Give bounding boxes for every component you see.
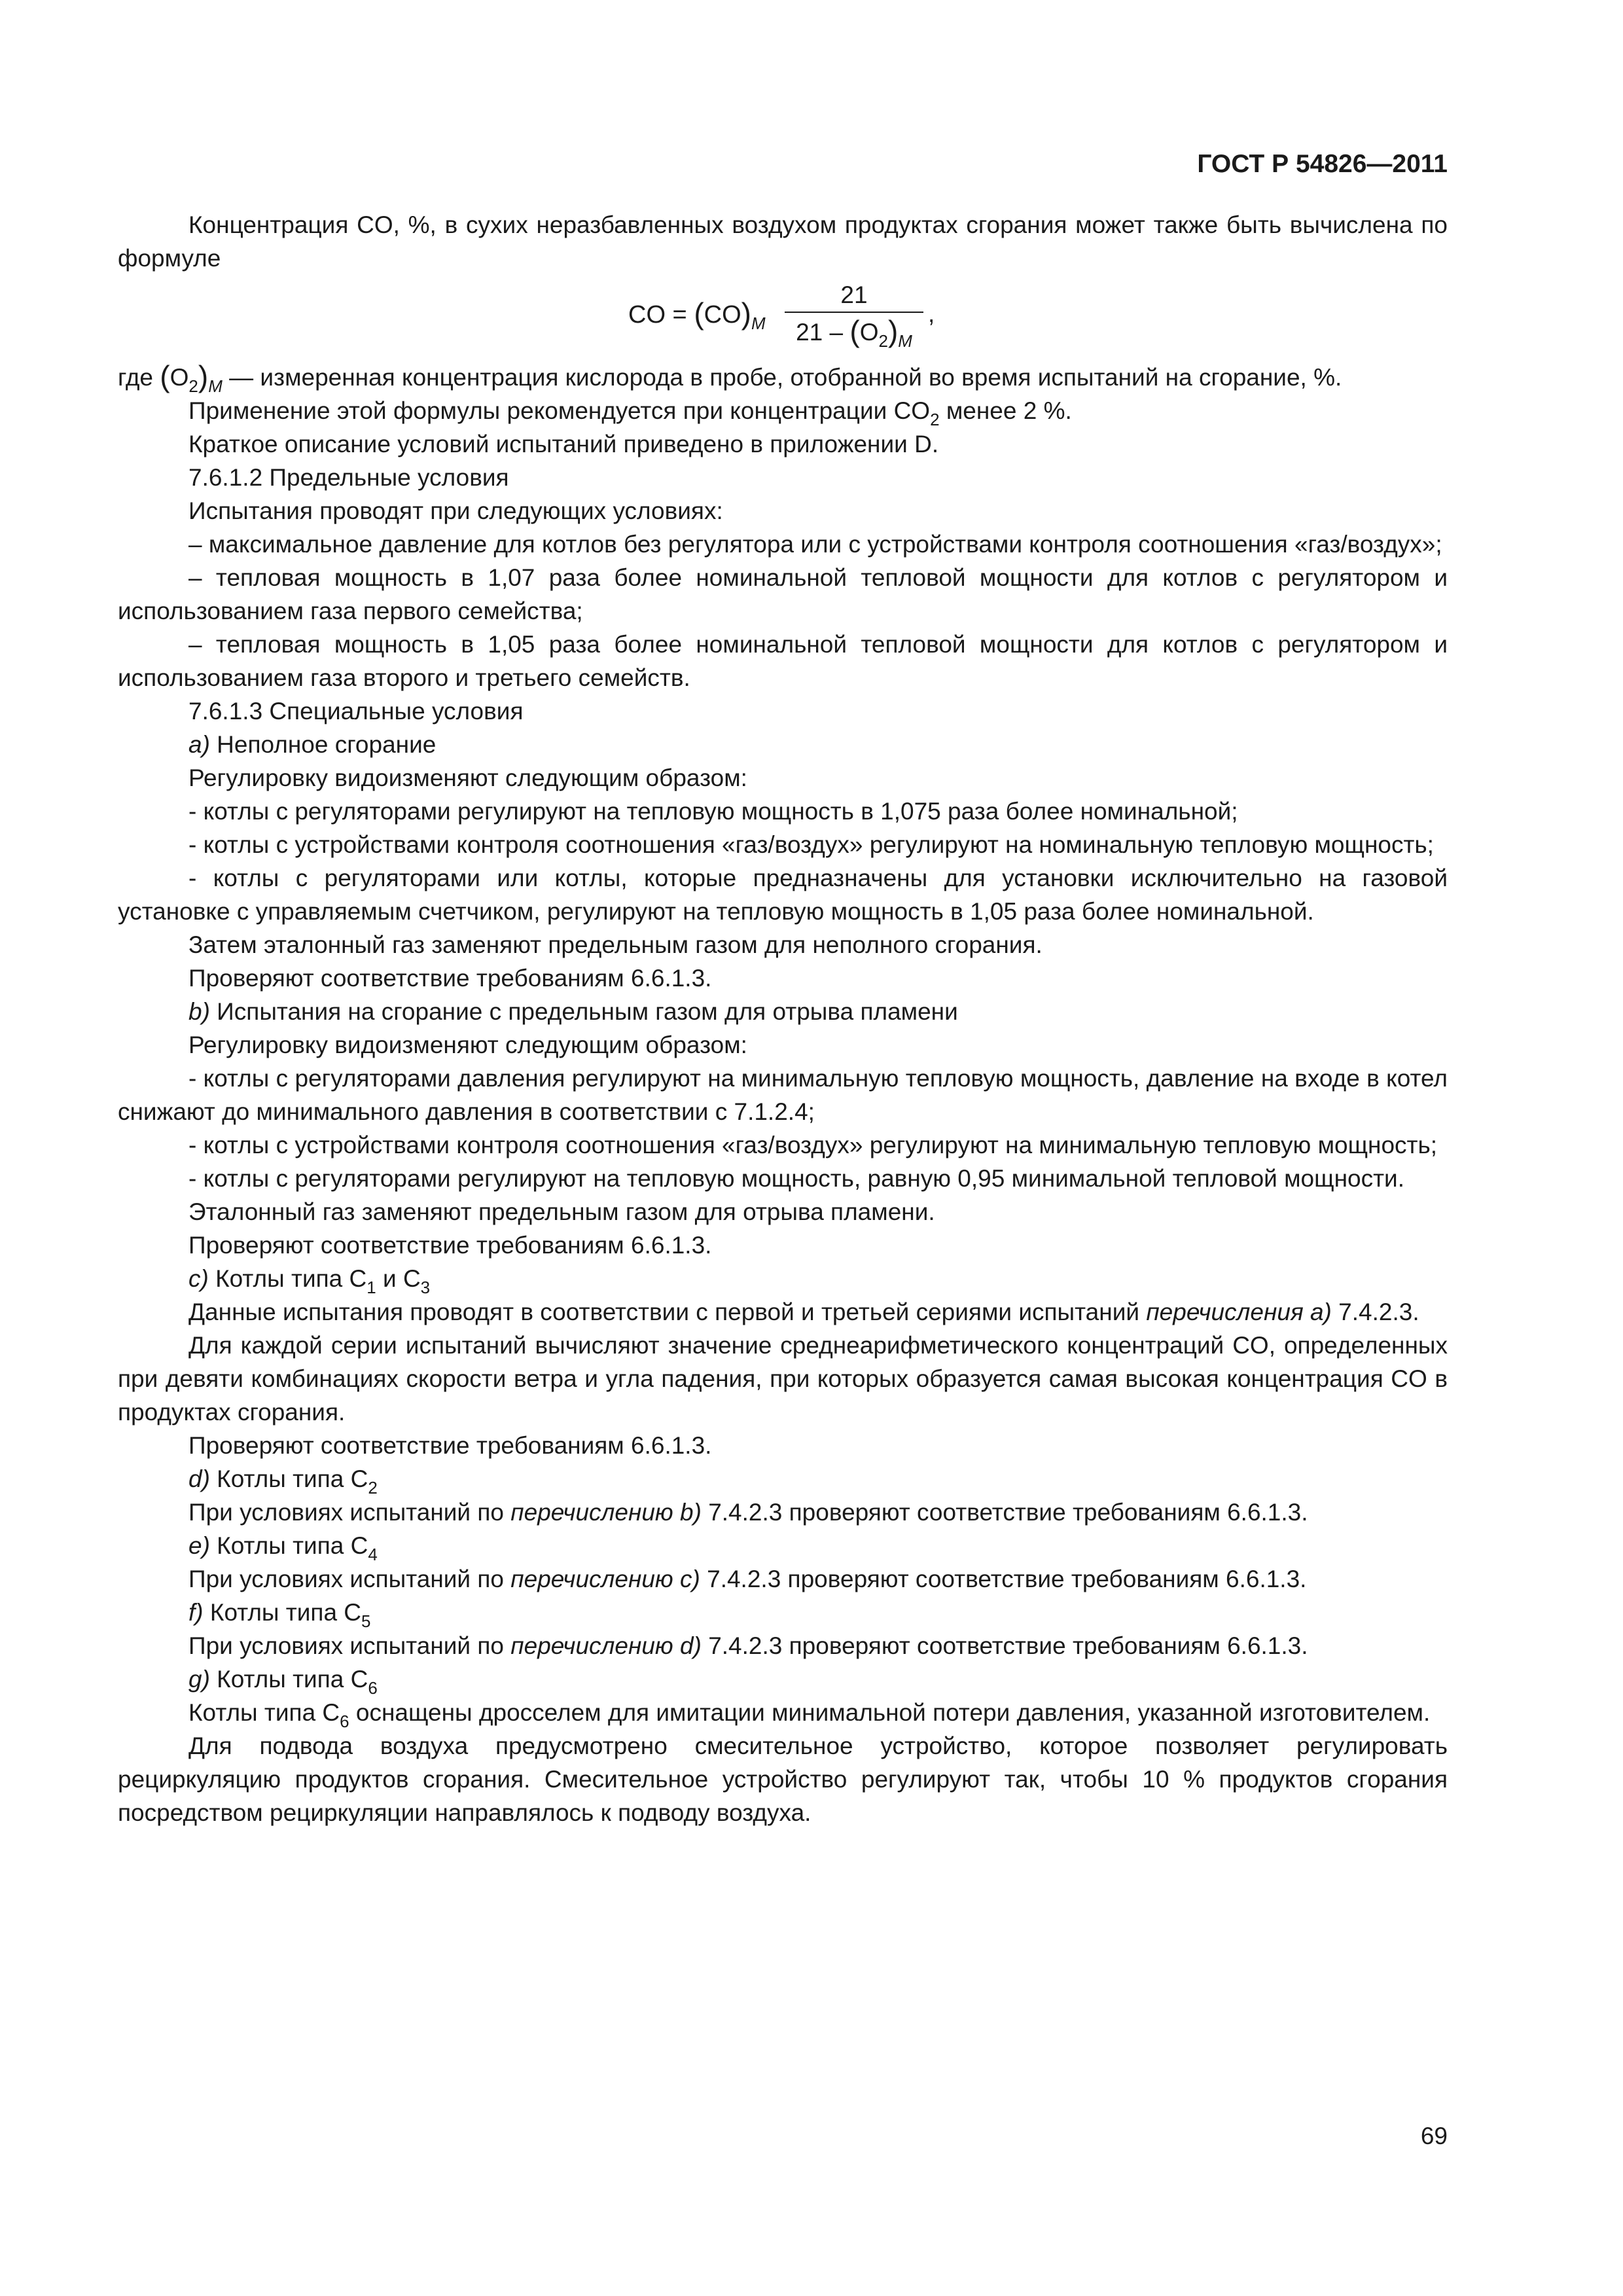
subsection-e — [118, 1529, 1448, 1562]
where-text: — измеренная концентрация кислорода в пробе, отобранной во время испытаний на сгорание, %. — [229, 364, 1342, 391]
subsection-f-title: Котлы типа C — [203, 1599, 362, 1626]
sub-1: 1 — [366, 1278, 376, 1297]
apply-tail: менее 2 %. — [939, 397, 1072, 424]
c1-text: Данные испытания проводят в соответствии с первой и третьей сериями испытаний — [188, 1299, 1147, 1325]
subsection-d — [118, 1462, 1448, 1496]
sub-4: 4 — [368, 1545, 378, 1564]
subsection-c-and: и C — [376, 1265, 421, 1292]
subsection-a-title: Неполное сгорание — [209, 731, 437, 758]
paragraph: Затем эталонный газ заменяют предельным газом для неполного сгорания. — [188, 931, 1043, 958]
section-7-6-1-2: 7.6.1.2 Предельные условия — [188, 464, 509, 491]
list-item: - котлы с регуляторами или котлы, которые предназначены для установки исключительно на газовой установке с управляемым счетчиком, регулируют на тепловую мощность в 1,05 раза более номинальной. — [118, 865, 1448, 925]
paragraph — [118, 1629, 1448, 1662]
label-e: е) — [188, 1532, 210, 1559]
list-item: - котлы с регуляторами регулируют на тепловую мощность, равную 0,95 минимальной тепловой мощности. — [188, 1165, 1404, 1192]
formula-den-prefix: 21 – — [796, 319, 850, 346]
subsection-e-title: Котлы типа C — [209, 1532, 368, 1559]
label-c: c) — [188, 1265, 209, 1292]
paragraph-apply — [118, 394, 1448, 427]
paragraph: Для каждой серии испытаний вычисляют значение среднеарифметического концентраций CO, определенных при девяти комбинациях скорости ветра и угла падения, при которых образуется самая высокая концентрация CO в продуктах сгорания. — [118, 1332, 1448, 1426]
paragraph: Для подвода воздуха предусмотрено смесительное устройство, которое позволяет регулировать рециркуляцию продуктов сгорания. Смесительное устройство регулируют так, чтобы 10 % продуктов сгорания посредством рециркуляции направлялось к подводу воздуха. — [118, 1732, 1448, 1826]
g1-text: Котлы типа C — [188, 1699, 340, 1726]
list-item: – максимальное давление для котлов без регулятора или с устройствами контроля соотношения «газ/воздух»; — [188, 531, 1442, 558]
label-b: b) — [188, 998, 210, 1025]
label-a: а) — [188, 731, 210, 758]
document-code: ГОСТ Р 54826—2011 — [1197, 150, 1448, 178]
formula-lhs: CO = $(CO)_M$ — [628, 296, 766, 333]
subsection-b-title: Испытания на сгорание с предельным газом для отрыва пламени — [209, 998, 958, 1025]
where-o: O — [169, 364, 189, 391]
f1-text: При условиях испытаний по — [188, 1632, 511, 1659]
list-item: - котлы с регуляторами регулируют на тепловую мощность в 1,075 раза более номинальной; — [188, 798, 1238, 825]
subsection-c — [118, 1262, 1448, 1295]
where-sub-2: 2 — [188, 376, 198, 396]
document-body — [118, 208, 1448, 1829]
subsection-c-title: Котлы типа C — [208, 1265, 367, 1292]
apply-sub: 2 — [930, 410, 940, 429]
formula-comma: , — [928, 300, 935, 327]
formula-den-sub-m: M — [898, 331, 912, 351]
e1-text: При условиях испытаний по — [188, 1566, 511, 1592]
paragraph: Проверяют соответствие требованиям 6.6.1.3. — [188, 1432, 712, 1459]
sub-5: 5 — [361, 1611, 371, 1631]
paragraph — [118, 1496, 1448, 1529]
list-item: - котлы с устройствами контроля соотношения «газ/воздух» регулируют на минимальную тепловую мощность; — [188, 1132, 1438, 1158]
page-number: 69 — [1420, 2123, 1448, 2149]
paragraph-co-intro: Концентрация CO, %, в сухих неразбавленных воздухом продуктах сгорания может также быть вычислена по формуле — [118, 211, 1448, 272]
formula-den-sub: 2 — [878, 331, 888, 351]
subsection-g-title: Котлы типа C — [209, 1666, 368, 1693]
sub-2: 2 — [368, 1478, 378, 1498]
subsection-f — [118, 1596, 1448, 1629]
sub-3: 3 — [420, 1278, 431, 1297]
e1-reference: перечислению с) — [510, 1566, 700, 1592]
paragraph-regulation: Регулировку видоизменяют следующим образом: — [188, 1031, 747, 1058]
d1-tail: 7.4.2.3 проверяют соответствие требованиям 6.6.1.3. — [701, 1499, 1308, 1526]
formula-sub-m: M — [751, 314, 766, 333]
paragraph — [118, 1295, 1448, 1329]
formula-co: CO — [704, 301, 741, 329]
paragraph: Эталонный газ заменяют предельным газом для отрыва пламени. — [188, 1198, 935, 1225]
list-item: – тепловая мощность в 1,07 раза более номинальной тепловой мощности для котлов с регулятором и использованием газа первого семейства; — [118, 564, 1448, 624]
d1-reference: перечислению b) — [510, 1499, 702, 1526]
subsection-d-title: Котлы типа C — [209, 1465, 368, 1492]
paragraph-where: где $(O_2)_M$ — измеренная концентрация кислорода в пробе, отобранной во время испытаний на сгорание, %. — [118, 359, 1342, 396]
label-f: f) — [188, 1599, 204, 1626]
e1-tail: 7.4.2.3 проверяют соответствие требованиям 6.6.1.3. — [700, 1566, 1307, 1592]
subsection-g — [118, 1662, 1448, 1696]
paragraph — [118, 1562, 1448, 1596]
where-sub-m: M — [208, 376, 223, 396]
subsection-a — [118, 728, 1448, 761]
g1-tail: оснащены дросселем для имитации минимальной потери давления, указанной изготовителем. — [349, 1699, 1431, 1726]
co-formula — [118, 279, 1448, 357]
subsection-b — [118, 995, 1448, 1028]
list-item: - котлы с устройствами контроля соотношения «газ/воздух» регулируют на номинальную тепловую мощность; — [188, 831, 1434, 858]
c1-tail: 7.4.2.3. — [1331, 1299, 1419, 1325]
section-7-6-1-3: 7.6.1.3 Специальные условия — [188, 698, 524, 725]
list-item: – тепловая мощность в 1,05 раза более номинальной тепловой мощности для котлов с регулятором и использованием газа второго и третьего семейств. — [118, 631, 1448, 691]
paragraph-brief: Краткое описание условий испытаний приведено в приложении D. — [188, 431, 939, 457]
c1-reference: перечисления а) — [1146, 1299, 1332, 1325]
paragraph-tests: Испытания проводят при следующих условиях: — [188, 497, 723, 524]
paragraph — [118, 1696, 1448, 1729]
d1-text: При условиях испытаний по — [188, 1499, 511, 1526]
formula-den-o: O — [859, 319, 879, 346]
formula-numerator: 21 — [840, 281, 868, 308]
where-prefix: где — [118, 364, 154, 391]
apply-text: Применение этой формулы рекомендуется при концентрации CO — [188, 397, 931, 424]
paragraph: Проверяют соответствие требованиям 6.6.1.3. — [188, 1232, 712, 1259]
f1-tail: 7.4.2.3 проверяют соответствие требованиям 6.6.1.3. — [701, 1632, 1308, 1659]
paragraph: Проверяют соответствие требованиям 6.6.1.3. — [188, 965, 712, 992]
sub-6: 6 — [368, 1678, 378, 1698]
label-d: d) — [188, 1465, 210, 1492]
list-item: - котлы с регуляторами давления регулируют на минимальную тепловую мощность, давление на входе в котел снижают до минимального давления в соответствии с 7.1.2.4; — [118, 1065, 1448, 1125]
formula-denominator: $21 - (O_2)_M$ — [796, 314, 912, 351]
f1-reference: перечислению d) — [510, 1632, 702, 1659]
formula-lhs-prefix: CO = — [628, 301, 694, 329]
label-g: g) — [188, 1666, 210, 1693]
g1-sub-6: 6 — [340, 1712, 349, 1731]
formula-fraction — [782, 279, 926, 350]
paragraph-regulation: Регулировку видоизменяют следующим образом: — [188, 764, 747, 791]
